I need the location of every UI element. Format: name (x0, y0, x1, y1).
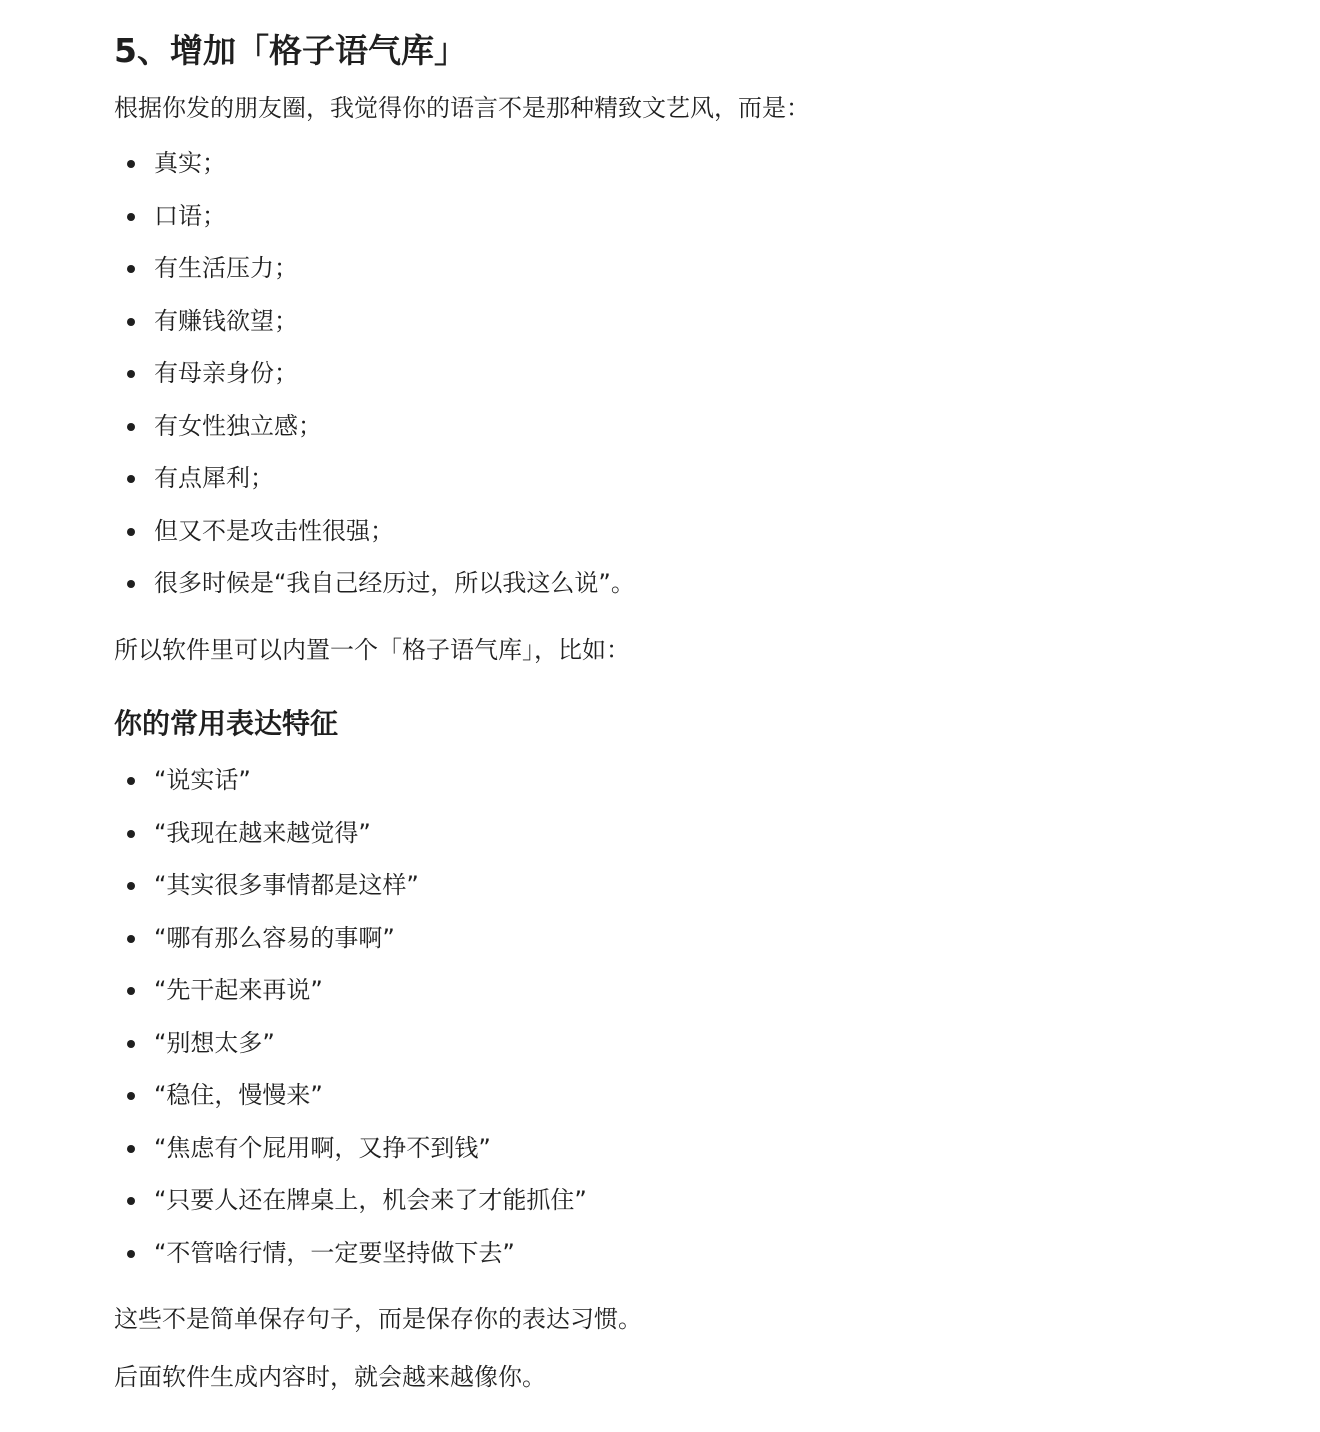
bullet-dot (127, 370, 135, 378)
bullet-dot (127, 580, 135, 588)
list-item: 有母亲身份； (114, 347, 635, 400)
list-item: 真实； (114, 137, 635, 190)
bullet-dot (127, 1250, 135, 1258)
list-item: “别想太多” (114, 1017, 587, 1070)
list-item: 有赚钱欲望； (114, 295, 635, 348)
list-item: 口语； (114, 190, 635, 243)
list-item: “只要人还在牌桌上，机会来了才能抓住” (114, 1174, 587, 1227)
bullet-dot (127, 265, 135, 273)
list-item: “说实话” (114, 754, 587, 807)
bullet-dot (127, 987, 135, 995)
builtin-intro-paragraph: 所以软件里可以内置一个「格子语气库」，比如： (114, 636, 630, 664)
list-item: 很多时候是“我自己经历过，所以我这么说”。 (114, 557, 635, 610)
list-item: “我现在越来越觉得” (114, 807, 587, 860)
bullet-dot (127, 1197, 135, 1205)
bullet-dot (127, 830, 135, 838)
list-item: 有点犀利； (114, 452, 635, 505)
bullet-dot (127, 318, 135, 326)
bullet-dot (127, 1040, 135, 1048)
bullet-dot (127, 882, 135, 890)
list-item: 有生活压力； (114, 242, 635, 295)
subheading: 你的常用表达特征 (114, 707, 339, 740)
list-item: 有女性独立感； (114, 400, 635, 453)
bullet-dot (127, 160, 135, 168)
bullet-dot (127, 935, 135, 943)
intro-paragraph: 根据你发的朋友圈，我觉得你的语言不是那种精致文艺风，而是： (114, 94, 810, 122)
list-item: 但又不是攻击性很强； (114, 505, 635, 558)
traits-list (114, 137, 635, 610)
bullet-dot (127, 777, 135, 785)
expressions-list (114, 754, 587, 1279)
bullet-dot (127, 528, 135, 536)
list-item: “其实很多事情都是这样” (114, 859, 587, 912)
bullet-dot (127, 213, 135, 221)
bullet-dot (127, 423, 135, 431)
list-item: “焦虑有个屁用啊，又挣不到钱” (114, 1122, 587, 1175)
closing-paragraph-1: 这些不是简单保存句子，而是保存你的表达习惯。 (114, 1305, 642, 1333)
list-item: “稳住，慢慢来” (114, 1069, 587, 1122)
bullet-dot (127, 475, 135, 483)
list-item: “哪有那么容易的事啊” (114, 912, 587, 965)
bullet-dot (127, 1145, 135, 1153)
bullet-dot (127, 1092, 135, 1100)
section-heading: 5、增加「格子语气库」 (114, 31, 467, 70)
list-item: “不管啥行情，一定要坚持做下去” (114, 1227, 587, 1280)
closing-paragraph-2: 后面软件生成内容时，就会越来越像你。 (114, 1363, 546, 1391)
list-item: “先干起来再说” (114, 964, 587, 1017)
